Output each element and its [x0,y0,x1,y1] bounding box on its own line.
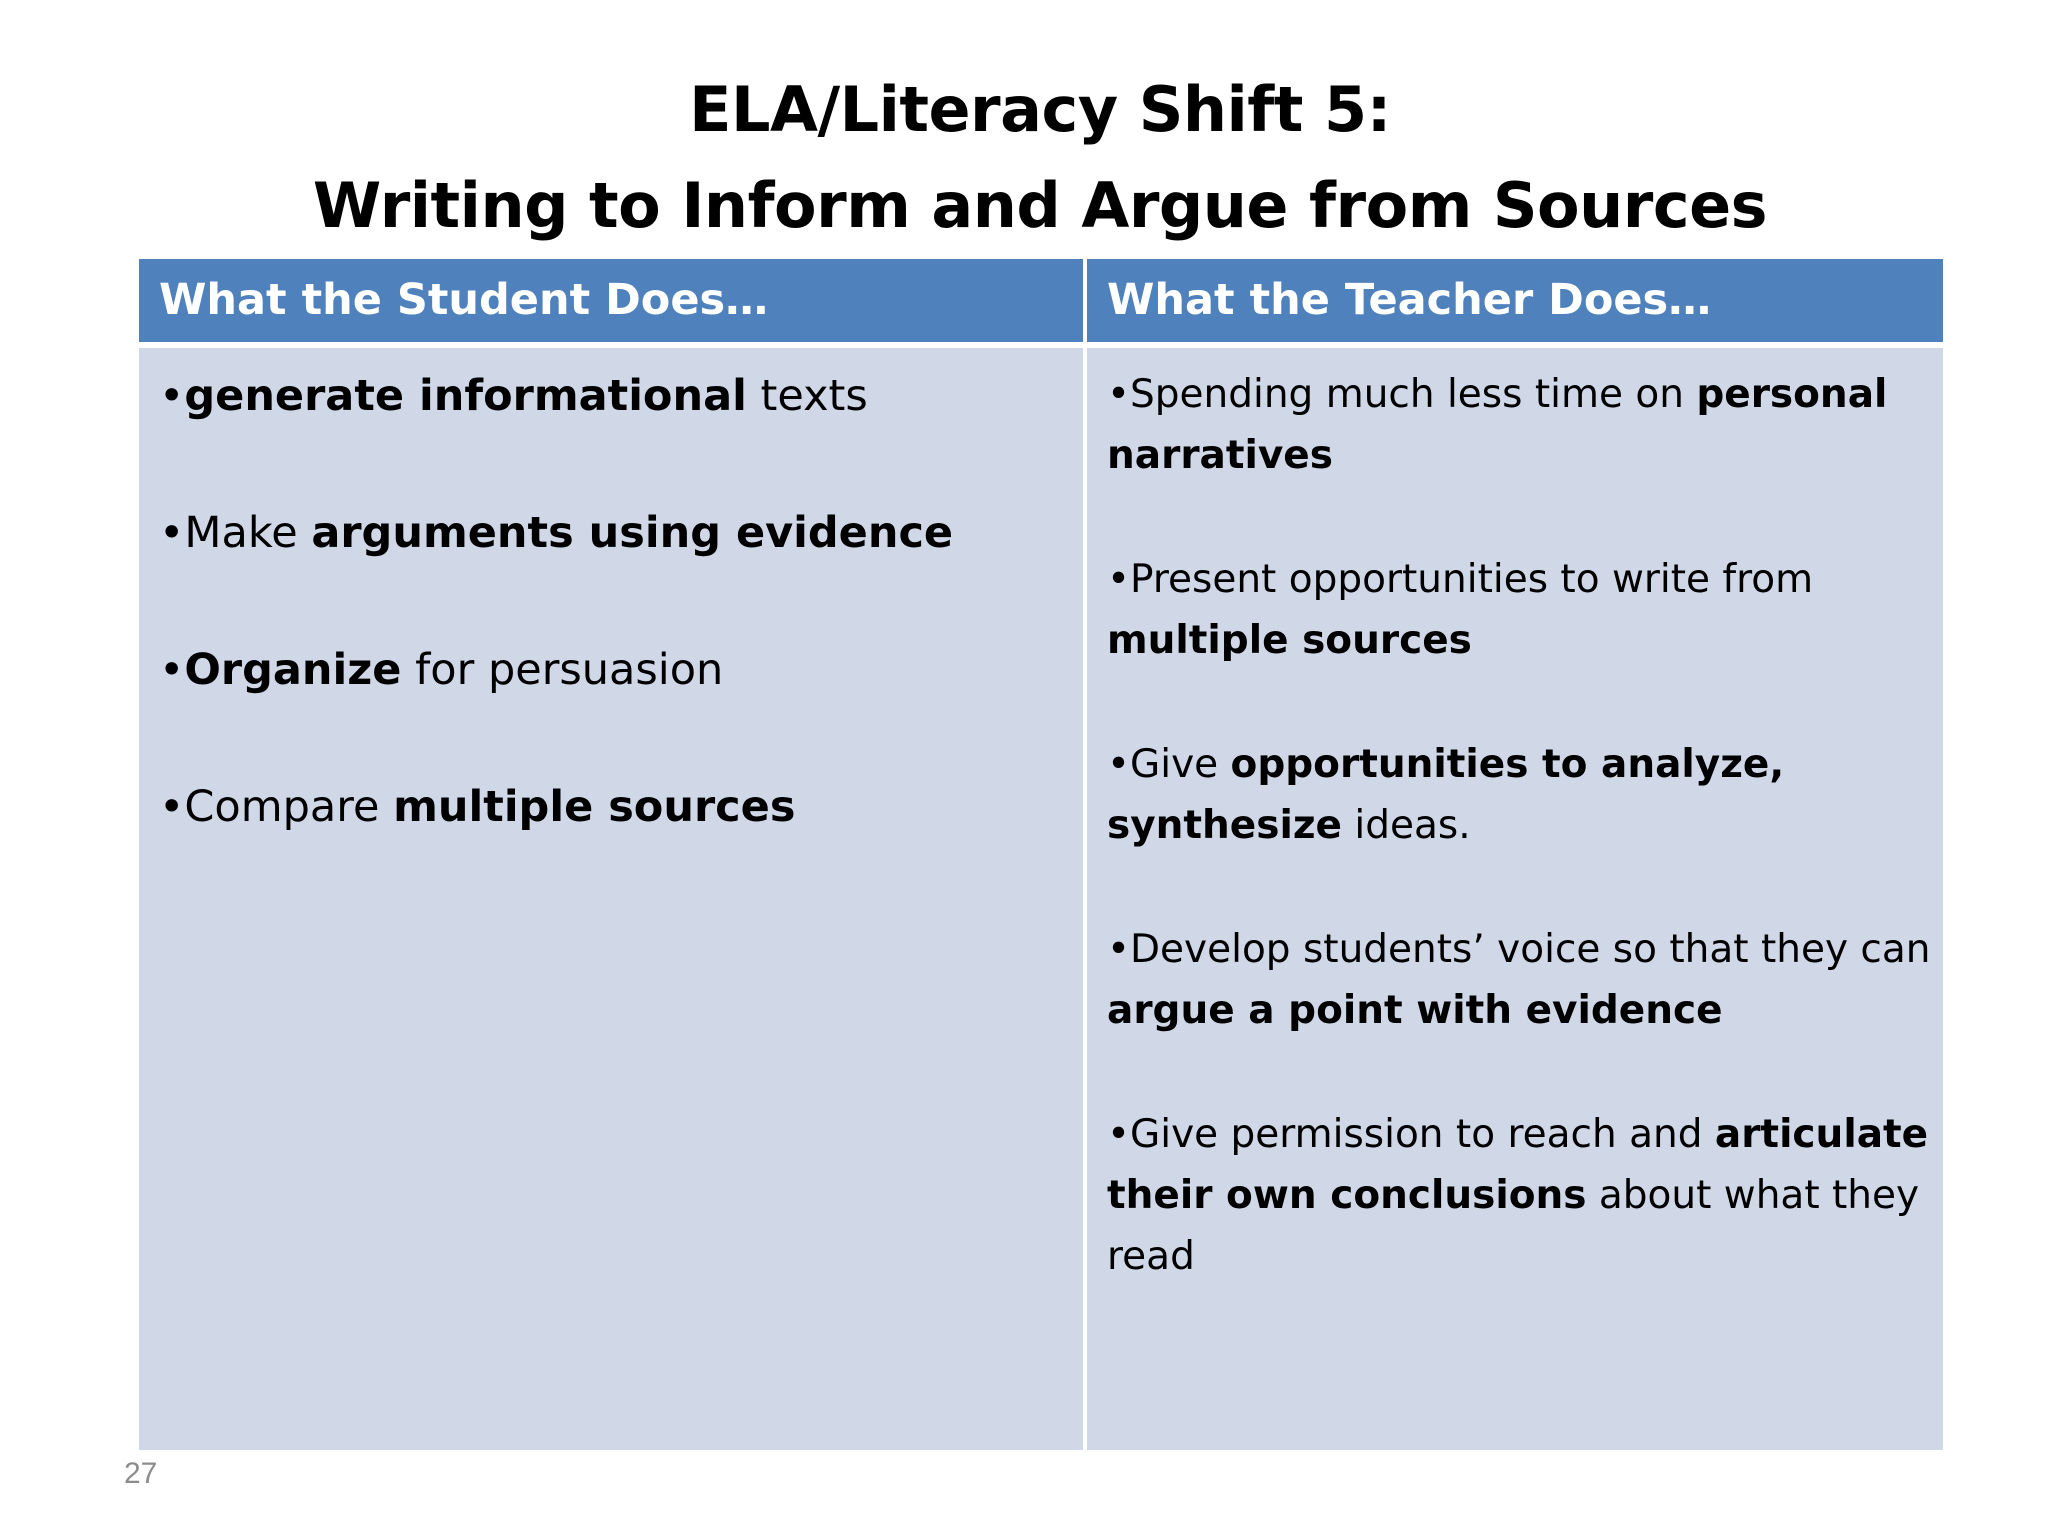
teacher-item-1 [1107,364,1933,486]
teacher-item-3 [1107,734,1933,856]
student-item-4 [159,777,1083,837]
plain-text: ideas. [1342,803,1471,848]
plain-text: Give [1130,742,1231,787]
bold-text: articulate their own conclusions [1107,1112,1929,1218]
page-number: 27 [124,1457,158,1490]
bold-text: multiple sources [393,782,796,832]
bold-text: multiple sources [1107,618,1472,663]
plain-text: Make [184,508,312,558]
title-line-1: ELA/Literacy Shift 5: [689,73,1391,146]
bold-text: Organize [184,645,402,695]
teacher-column [1087,348,1943,1450]
bullet-mark: • [1107,1112,1131,1157]
bullet-mark: • [1107,372,1131,417]
comparison-table [139,259,1943,1450]
student-column [139,348,1083,1450]
plain-text: Spending much less time on [1130,372,1697,417]
teacher-item-2 [1107,549,1933,671]
title-line-2: Writing to Inform and Argue from Sources [312,169,1768,242]
header-teacher: What the Teacher Does… [1087,259,1943,342]
student-item-1 [159,366,1083,426]
bold-text: generate informational [184,371,747,421]
teacher-item-4 [1107,919,1933,1041]
plain-text: about what they read [1107,1173,1920,1279]
bullet-mark: • [159,508,185,558]
bullet-mark: • [1107,557,1131,602]
plain-text: Give permission to reach and [1130,1112,1715,1157]
bullet-mark: • [159,371,185,421]
bold-text: opportunities to analyze, synthesize [1107,742,1785,848]
teacher-item-5 [1107,1104,1933,1287]
header-student: What the Student Does… [139,259,1083,342]
plain-text: Develop students’ voice so that they can [1130,927,1931,972]
student-item-3 [159,640,1083,700]
plain-text: texts [746,371,868,421]
bold-text: argue a point with evidence [1107,988,1723,1033]
bullet-mark: • [159,645,185,695]
bullet-mark: • [159,782,185,832]
bold-text: arguments using evidence [311,508,954,558]
bullet-mark: • [1107,927,1131,972]
plain-text: Compare [184,782,394,832]
slide-title [0,62,2048,254]
plain-text: Present opportunities to write from [1130,557,1814,602]
plain-text: for persuasion [401,645,724,695]
bullet-mark: • [1107,742,1131,787]
student-item-2 [159,503,1083,563]
bold-text: personal narratives [1107,372,1888,478]
